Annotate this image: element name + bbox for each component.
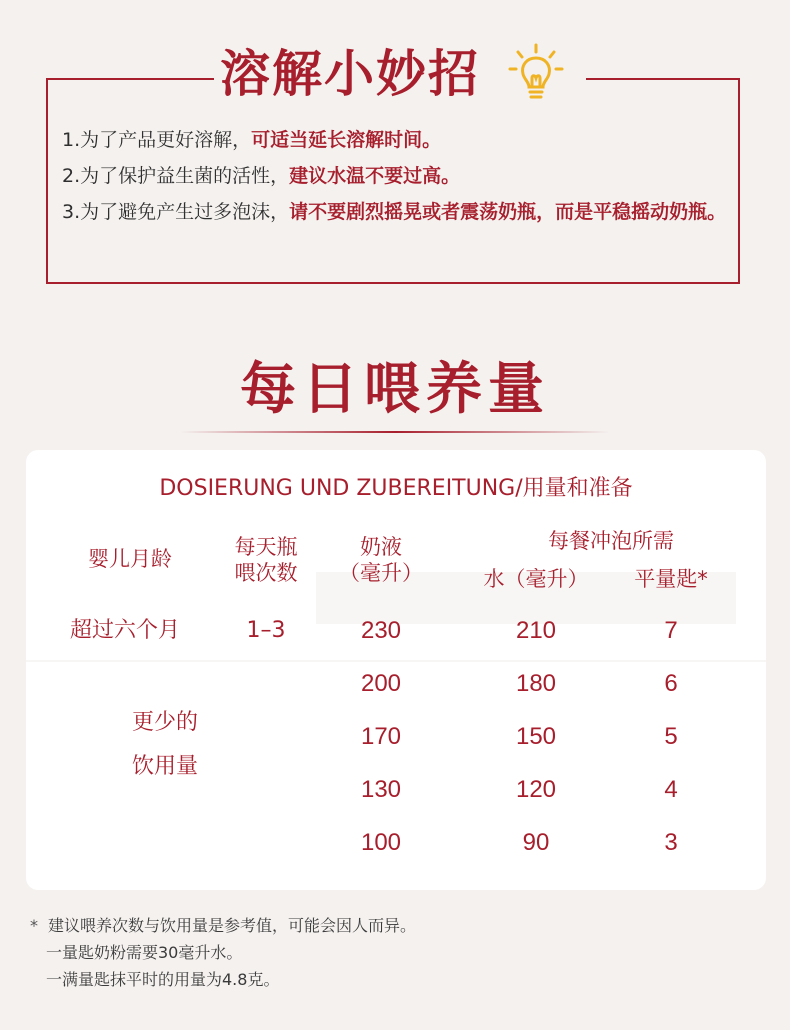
footnote-text: 建议喂养次数与饮用量是参考值，可能会因人而异。 [48,916,417,935]
water-ml-cell: 90 [522,829,550,856]
tips-title [214,40,586,120]
milk-ml-cell: 170 [360,723,402,750]
scoops-cell: 5 [664,723,678,750]
section-title: 每日喂养量 [240,357,550,422]
water-ml-cell: 150 [515,723,557,750]
scoops-cell: 3 [664,829,678,856]
row-divider [26,660,766,662]
tip-text: 2.为了保护益生菌的活性， [62,165,290,187]
footnote-line-2 [30,939,770,966]
water-ml-cell: 120 [515,776,557,803]
header-bottles-line2: 喂次数 [234,561,298,585]
header-water: 水（毫升） [483,567,589,591]
tip-text: 1.为了产品更好溶解， [62,129,252,151]
tip-emphasis: 请不要剧烈摇晃或者震荡奶瓶，而是平稳摇动奶瓶。 [289,201,727,223]
water-ml-cell: 180 [515,670,557,697]
bottles-per-day-value: 1–3 [246,618,286,643]
tip-emphasis: 可适当延长溶解时间。 [251,129,442,151]
milk-ml-cell: 200 [360,670,402,697]
milk-ml-cell: 100 [360,829,402,856]
footnotes [30,912,770,993]
scoops-cell: 7 [664,617,678,644]
header-milk-line1: 奶液 [360,535,402,559]
footnote-text: 一量匙奶粉需要30毫升水。 [46,943,243,962]
tip-item-2 [62,158,730,194]
header-bottles-line1: 每天瓶 [234,535,298,559]
tips-list [62,122,730,230]
dosage-table-card [26,450,766,890]
footnote-text: 一满量匙抹平时的用量为4.8克。 [46,970,280,989]
tips-title-text: 溶解小妙招 [220,45,480,103]
age-less-intake-line1: 更少的 [131,710,198,735]
water-ml-cell: 210 [515,617,557,644]
scoops-cell: 6 [664,670,678,697]
age-less-intake-line2: 饮用量 [131,754,198,779]
scoops-cell: 4 [664,776,678,803]
tip-emphasis: 建议水温不要过高。 [289,165,461,187]
milk-ml-cell: 230 [360,617,402,644]
footnote-star: * [30,916,38,935]
age-over-six-months: 超过六个月 [69,618,180,643]
header-per-meal: 每餐冲泡所需 [548,529,674,553]
lightbulb-icon [504,42,568,106]
tip-item-1 [62,122,730,158]
header-scoops: 平量匙* [634,567,708,591]
header-age: 婴儿月龄 [88,547,172,571]
table-heading: DOSIERUNG UND ZUBEREITUNG/用量和准备 [159,476,633,501]
tip-item-3 [62,194,730,230]
header-milk-line2: （毫升） [339,561,423,585]
tip-text: 3.为了避免产生过多泡沫， [62,201,290,223]
milk-ml-cell: 130 [360,776,402,803]
footnote-line-3 [30,966,770,993]
footnote-line-1 [30,912,770,939]
title-underline [180,431,610,433]
